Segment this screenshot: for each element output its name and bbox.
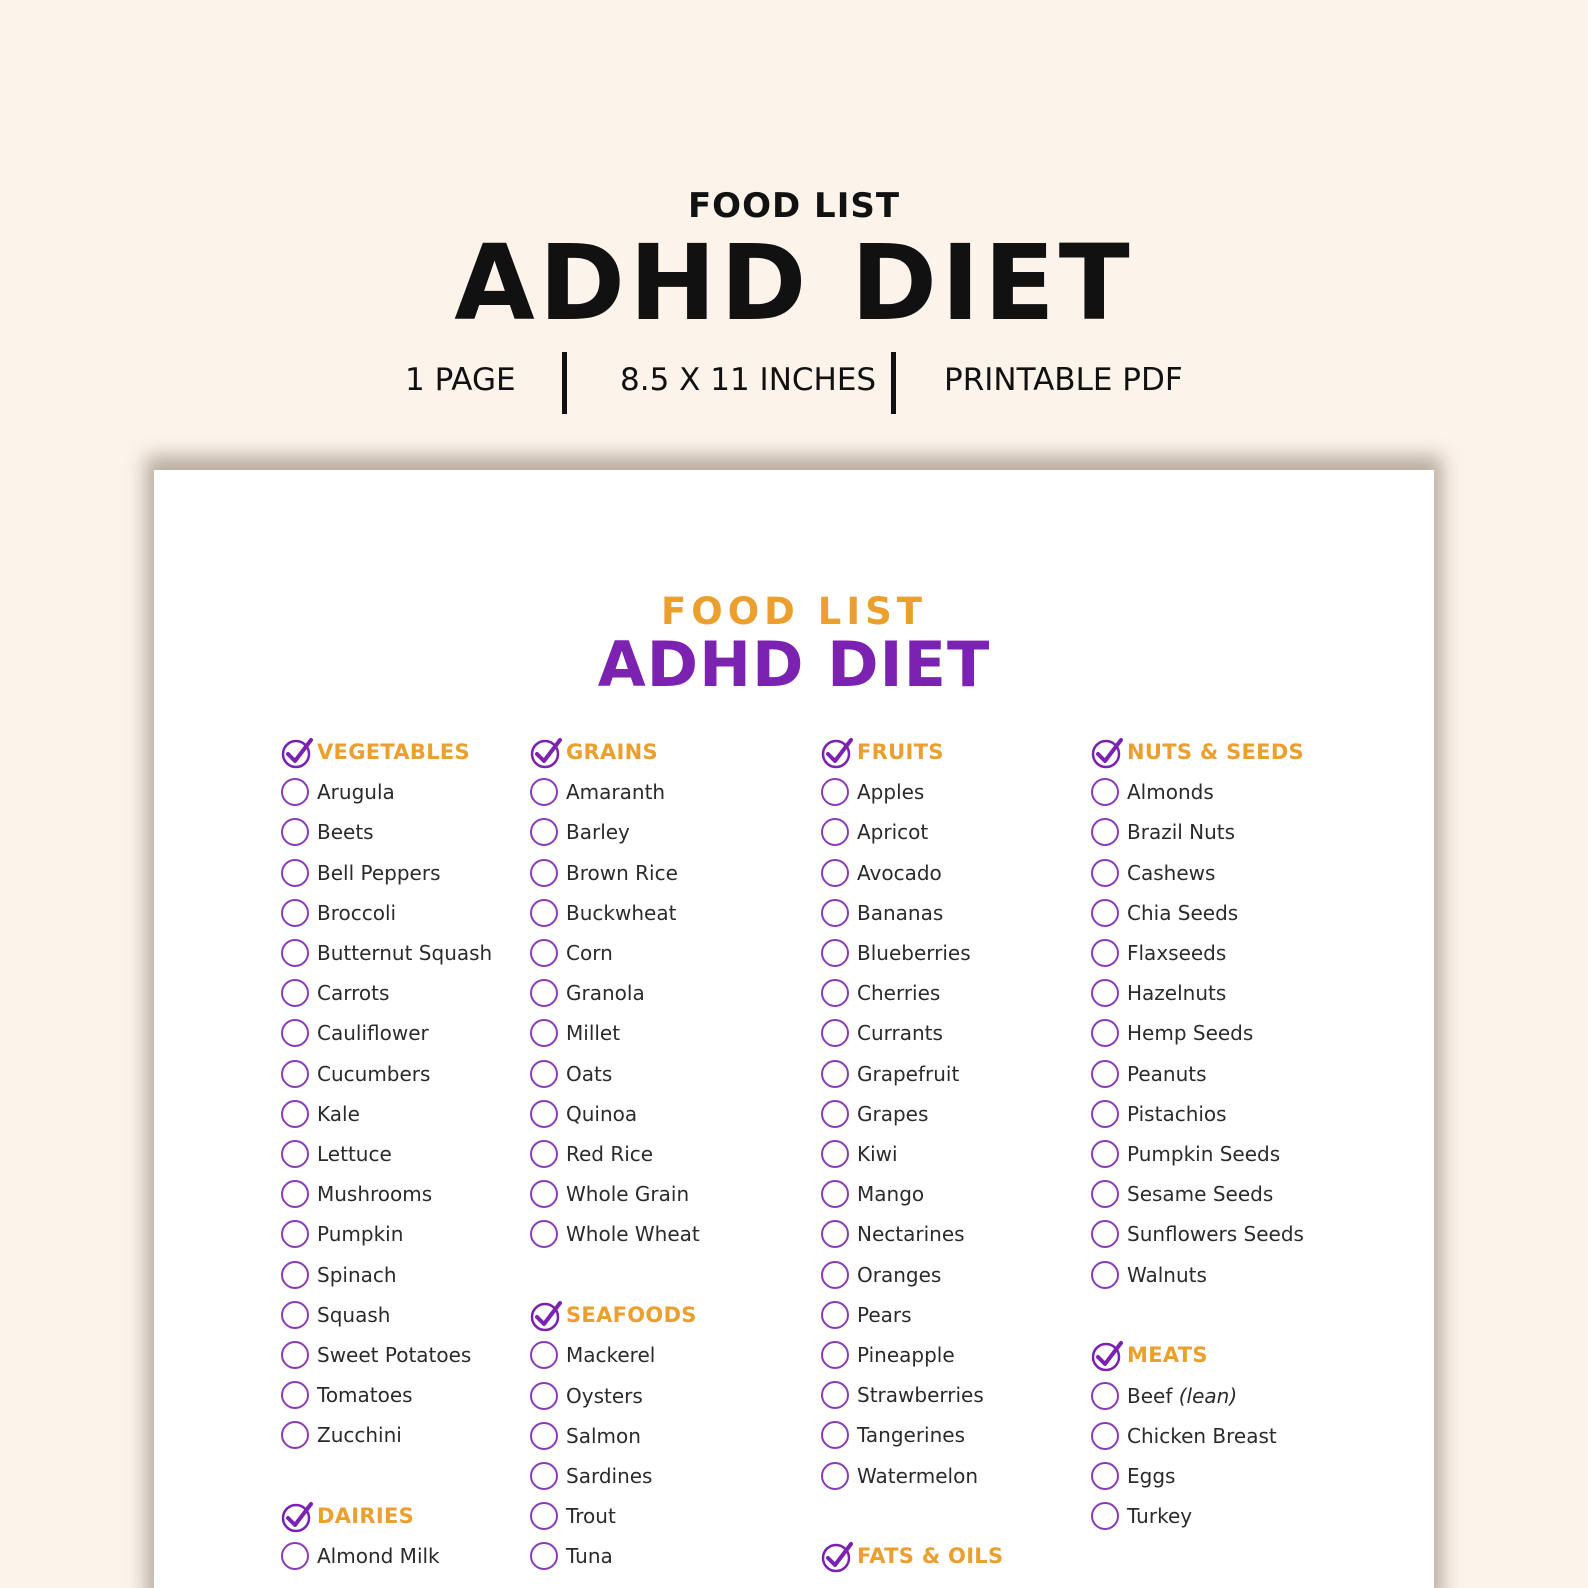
food-item-label: Cashews bbox=[1127, 860, 1216, 885]
checkbox-circle-icon[interactable] bbox=[281, 859, 309, 887]
food-item-label: Beef (lean) bbox=[1127, 1383, 1238, 1408]
food-item-label: Butternut Squash bbox=[317, 941, 493, 965]
food-item-label: Mango bbox=[857, 1182, 925, 1207]
checkbox-circle-icon[interactable] bbox=[530, 1019, 558, 1047]
food-item-label: Tomatoes bbox=[317, 1383, 413, 1408]
food-item-label: Whole Grain bbox=[566, 1182, 690, 1207]
checkbox-circle-icon[interactable] bbox=[821, 1341, 849, 1369]
food-item-label: Avocado bbox=[857, 860, 942, 885]
food-item-label: Sardines bbox=[566, 1463, 653, 1488]
food-item-label: Walnuts bbox=[1127, 1262, 1207, 1287]
checkbox-circle-icon[interactable] bbox=[281, 979, 309, 1007]
food-item-label: Pears bbox=[857, 1302, 912, 1327]
food-item-label: Oats bbox=[566, 1061, 613, 1086]
food-item-label: Spinach bbox=[317, 1262, 397, 1287]
checkbox-circle-icon[interactable] bbox=[1091, 1019, 1119, 1047]
checkbox-circle-icon[interactable] bbox=[281, 778, 309, 806]
checkbox-circle-icon[interactable] bbox=[1091, 1382, 1119, 1410]
meta-divider bbox=[562, 352, 567, 414]
checkmark-circle-icon bbox=[281, 1500, 315, 1534]
food-item-label: Watermelon bbox=[857, 1463, 979, 1488]
food-item-label: Eggs bbox=[1127, 1463, 1176, 1488]
category-label: FATS & OILS bbox=[857, 1544, 1004, 1569]
food-item-label: Tuna bbox=[566, 1544, 613, 1569]
checkbox-circle-icon[interactable] bbox=[821, 1462, 849, 1490]
food-item-label: Mushrooms bbox=[317, 1182, 433, 1207]
food-item-label: Grapes bbox=[857, 1101, 929, 1126]
food-item-label: Cherries bbox=[857, 981, 941, 1006]
checkmark-circle-icon bbox=[281, 736, 315, 770]
food-item-label: Whole Wheat bbox=[566, 1222, 700, 1247]
checkbox-circle-icon[interactable] bbox=[1091, 899, 1119, 927]
checkbox-circle-icon[interactable] bbox=[821, 1261, 849, 1289]
food-item-label: Pumpkin Seeds bbox=[1127, 1142, 1281, 1166]
checkbox-circle-icon[interactable] bbox=[281, 1421, 309, 1449]
checkbox-circle-icon[interactable] bbox=[1091, 1140, 1119, 1168]
checkbox-circle-icon[interactable] bbox=[1091, 778, 1119, 806]
checkbox-circle-icon[interactable] bbox=[530, 818, 558, 846]
food-item-label: Sunflowers Seeds bbox=[1127, 1222, 1304, 1247]
food-item-label: Salmon bbox=[566, 1423, 641, 1448]
checkmark-circle-icon bbox=[530, 1299, 564, 1333]
category-label: MEATS bbox=[1127, 1343, 1208, 1368]
meta-pages: 1 PAGE bbox=[405, 362, 516, 398]
checkbox-circle-icon[interactable] bbox=[821, 1220, 849, 1248]
checkbox-circle-icon[interactable] bbox=[530, 1180, 558, 1208]
food-item-label: Apricot bbox=[857, 820, 929, 845]
sheet-kicker: FOOD LIST bbox=[660, 590, 927, 633]
checkbox-circle-icon[interactable] bbox=[1091, 859, 1119, 887]
checkbox-circle-icon[interactable] bbox=[281, 1220, 309, 1248]
checkbox-circle-icon[interactable] bbox=[1091, 1422, 1119, 1450]
food-item-label: Bell Peppers bbox=[317, 860, 441, 885]
checkbox-circle-icon[interactable] bbox=[1091, 1462, 1119, 1490]
food-item-label: Quinoa bbox=[566, 1101, 638, 1126]
food-item-label: Oranges bbox=[857, 1262, 942, 1287]
food-item-label: Kale bbox=[317, 1101, 360, 1126]
header-meta-row bbox=[0, 352, 1588, 412]
checkbox-circle-icon[interactable] bbox=[530, 1542, 558, 1570]
checkbox-circle-icon[interactable] bbox=[530, 899, 558, 927]
food-item-label: Kiwi bbox=[857, 1142, 898, 1166]
checkbox-circle-icon[interactable] bbox=[281, 1100, 309, 1128]
checkbox-circle-icon[interactable] bbox=[821, 1140, 849, 1168]
food-item-label: Turkey bbox=[1127, 1504, 1193, 1529]
food-item-label: Zucchini bbox=[317, 1423, 402, 1448]
checkbox-circle-icon[interactable] bbox=[821, 1100, 849, 1128]
food-item-label: Nectarines bbox=[857, 1222, 965, 1247]
food-item-label: Apples bbox=[857, 780, 925, 805]
food-item-label: Almond Milk bbox=[317, 1544, 440, 1569]
food-item-label: Strawberries bbox=[857, 1383, 984, 1408]
checkbox-circle-icon[interactable] bbox=[1091, 1100, 1119, 1128]
checkbox-circle-icon[interactable] bbox=[821, 859, 849, 887]
food-item-label: Lettuce bbox=[317, 1142, 392, 1166]
checkbox-circle-icon[interactable] bbox=[821, 1180, 849, 1208]
food-item-label: Chia Seeds bbox=[1127, 900, 1239, 925]
checkbox-circle-icon[interactable] bbox=[1091, 1261, 1119, 1289]
checkbox-circle-icon[interactable] bbox=[530, 1060, 558, 1088]
header-kicker: FOOD LIST bbox=[687, 186, 901, 226]
checkbox-circle-icon[interactable] bbox=[530, 778, 558, 806]
checkbox-circle-icon[interactable] bbox=[1091, 1180, 1119, 1208]
food-item-label: Hemp Seeds bbox=[1127, 1021, 1254, 1046]
checkbox-circle-icon[interactable] bbox=[821, 939, 849, 967]
category-label: SEAFOODS bbox=[566, 1303, 697, 1328]
food-item-label: Broccoli bbox=[317, 900, 397, 925]
food-item-label: Sweet Potatoes bbox=[317, 1343, 472, 1367]
meta-format: PRINTABLE PDF bbox=[944, 362, 1183, 398]
checkbox-circle-icon[interactable] bbox=[1091, 1220, 1119, 1248]
checkbox-circle-icon[interactable] bbox=[530, 1502, 558, 1530]
food-item-label: Millet bbox=[566, 1021, 621, 1046]
food-item-label: Grapefruit bbox=[857, 1061, 960, 1086]
food-item-label: Mackerel bbox=[566, 1343, 656, 1368]
checkbox-circle-icon[interactable] bbox=[1091, 1060, 1119, 1088]
meta-divider bbox=[891, 352, 896, 414]
food-item-label: Bananas bbox=[857, 900, 944, 925]
food-item-label: Currants bbox=[857, 1021, 943, 1046]
checkmark-circle-icon bbox=[1091, 1339, 1125, 1373]
sheet-title: ADHD DIET bbox=[597, 628, 991, 701]
food-item-label: Flaxseeds bbox=[1127, 941, 1227, 965]
meta-size: 8.5 X 11 INCHES bbox=[620, 362, 877, 398]
checkbox-circle-icon[interactable] bbox=[281, 899, 309, 927]
category-label: FRUITS bbox=[857, 740, 944, 764]
food-item-label: Amaranth bbox=[566, 780, 666, 805]
checkbox-circle-icon[interactable] bbox=[1091, 939, 1119, 967]
checkbox-circle-icon[interactable] bbox=[281, 1542, 309, 1570]
checkbox-circle-icon[interactable] bbox=[281, 1180, 309, 1208]
food-item-label: Sesame Seeds bbox=[1127, 1182, 1274, 1207]
checkbox-circle-icon[interactable] bbox=[821, 899, 849, 927]
checkbox-circle-icon[interactable] bbox=[821, 979, 849, 1007]
checkbox-circle-icon[interactable] bbox=[530, 939, 558, 967]
checkbox-circle-icon[interactable] bbox=[821, 778, 849, 806]
category-label: DAIRIES bbox=[317, 1504, 415, 1529]
checkbox-circle-icon[interactable] bbox=[281, 1341, 309, 1369]
food-item-label: Hazelnuts bbox=[1127, 981, 1227, 1006]
food-item-label: Chicken Breast bbox=[1127, 1423, 1277, 1448]
checkbox-circle-icon[interactable] bbox=[281, 1060, 309, 1088]
food-item-label: Oysters bbox=[566, 1383, 643, 1408]
checkbox-circle-icon[interactable] bbox=[530, 859, 558, 887]
checkmark-circle-icon bbox=[821, 736, 855, 770]
checkmark-circle-icon bbox=[530, 736, 564, 770]
food-item-label: Granola bbox=[566, 981, 645, 1006]
food-item-label: Brazil Nuts bbox=[1127, 820, 1236, 845]
checkmark-circle-icon bbox=[1091, 736, 1125, 770]
food-item-label: Blueberries bbox=[857, 941, 971, 965]
checkbox-circle-icon[interactable] bbox=[281, 1019, 309, 1047]
food-item-label: Corn bbox=[566, 941, 613, 965]
checkbox-circle-icon[interactable] bbox=[281, 1261, 309, 1289]
category-label: VEGETABLES bbox=[317, 740, 470, 764]
food-item-label: Squash bbox=[317, 1302, 391, 1327]
checkmark-circle-icon bbox=[821, 1540, 855, 1574]
checkbox-circle-icon[interactable] bbox=[1091, 818, 1119, 846]
checkbox-circle-icon[interactable] bbox=[530, 979, 558, 1007]
food-item-label: Pistachios bbox=[1127, 1101, 1227, 1126]
checkbox-circle-icon[interactable] bbox=[821, 818, 849, 846]
checkbox-circle-icon[interactable] bbox=[821, 1019, 849, 1047]
checkbox-circle-icon[interactable] bbox=[281, 939, 309, 967]
checkbox-circle-icon[interactable] bbox=[530, 1422, 558, 1450]
food-item-label: Tangerines bbox=[857, 1423, 966, 1448]
food-item-label: Pineapple bbox=[857, 1343, 955, 1367]
food-item-label: Buckwheat bbox=[566, 900, 677, 925]
checkbox-circle-icon[interactable] bbox=[281, 1301, 309, 1329]
checkbox-circle-icon[interactable] bbox=[530, 1462, 558, 1490]
checkbox-circle-icon[interactable] bbox=[821, 1421, 849, 1449]
checkbox-circle-icon[interactable] bbox=[530, 1341, 558, 1369]
checkbox-circle-icon[interactable] bbox=[281, 1140, 309, 1168]
header-title: ADHD DIET bbox=[454, 222, 1134, 344]
food-item-label: Pumpkin bbox=[317, 1222, 404, 1247]
food-item-label: Carrots bbox=[317, 981, 390, 1006]
checkbox-circle-icon[interactable] bbox=[821, 1060, 849, 1088]
checkbox-circle-icon[interactable] bbox=[821, 1301, 849, 1329]
food-item-note: (lean) bbox=[1172, 1383, 1238, 1408]
checkbox-circle-icon[interactable] bbox=[530, 1140, 558, 1168]
food-item-label: Almonds bbox=[1127, 780, 1214, 805]
food-item-label: Cucumbers bbox=[317, 1061, 431, 1086]
food-item-label: Red Rice bbox=[566, 1142, 654, 1166]
checkbox-circle-icon[interactable] bbox=[1091, 979, 1119, 1007]
category-label: GRAINS bbox=[566, 740, 658, 764]
food-item-label: Arugula bbox=[317, 780, 395, 805]
category-label: NUTS & SEEDS bbox=[1127, 740, 1304, 764]
checkbox-circle-icon[interactable] bbox=[1091, 1502, 1119, 1530]
checkbox-circle-icon[interactable] bbox=[821, 1381, 849, 1409]
food-item-label: Cauliflower bbox=[317, 1021, 429, 1046]
checkbox-circle-icon[interactable] bbox=[530, 1100, 558, 1128]
checkbox-circle-icon[interactable] bbox=[281, 1381, 309, 1409]
food-item-label: Trout bbox=[566, 1504, 616, 1529]
food-item-label: Beets bbox=[317, 820, 374, 845]
checkbox-circle-icon[interactable] bbox=[530, 1220, 558, 1248]
checkbox-circle-icon[interactable] bbox=[530, 1382, 558, 1410]
food-item-label: Barley bbox=[566, 820, 630, 845]
checkbox-circle-icon[interactable] bbox=[281, 818, 309, 846]
sheet-preview bbox=[154, 470, 1434, 1588]
food-item-label: Brown Rice bbox=[566, 860, 678, 885]
food-item-label: Peanuts bbox=[1127, 1061, 1207, 1086]
